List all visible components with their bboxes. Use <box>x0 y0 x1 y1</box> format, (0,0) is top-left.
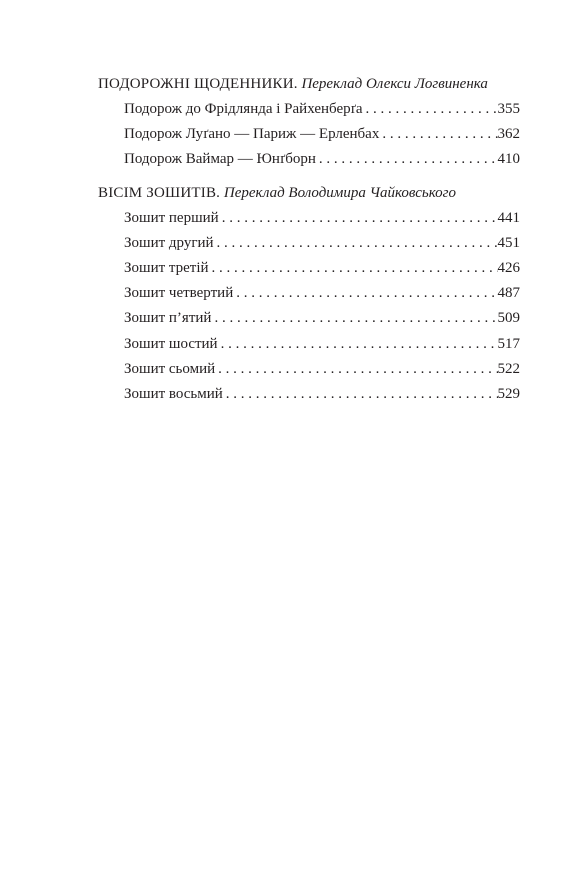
entry-page-number: 522 <box>497 360 520 377</box>
entry-page-number: 426 <box>497 260 520 277</box>
dot-leader <box>214 231 498 256</box>
toc-section-eight-notebooks <box>98 181 520 408</box>
dot-leader <box>209 256 498 281</box>
table-of-contents <box>98 72 520 415</box>
entry-page-number: 362 <box>497 126 520 143</box>
toc-entry[interactable] <box>124 97 520 122</box>
dot-leader <box>316 147 498 172</box>
entry-title: Подорож Луґано — Париж — Ерленбах <box>124 126 380 143</box>
dot-leader <box>233 281 497 306</box>
dot-leader <box>218 332 498 357</box>
toc-entry[interactable] <box>124 256 520 281</box>
entry-page-number: 517 <box>497 335 520 352</box>
toc-entry[interactable] <box>124 281 520 306</box>
entry-page-number: 509 <box>497 310 520 327</box>
dot-leader <box>219 206 498 231</box>
toc-entry[interactable] <box>124 382 520 407</box>
entry-page-number: 410 <box>497 151 520 168</box>
section-title: ПОДОРОЖНІ ЩОДЕННИКИ. <box>98 76 298 92</box>
entry-title: Зошит сьомий <box>124 360 216 377</box>
entry-title: Зошит восьмий <box>124 386 223 403</box>
section-header <box>98 72 520 97</box>
entry-title: Зошит шостий <box>124 335 218 352</box>
section-title: ВІСІМ ЗОШИТІВ. <box>98 184 221 201</box>
toc-entry[interactable] <box>124 122 520 147</box>
entry-title: Зошит четвертий <box>124 285 234 302</box>
section-header <box>98 181 520 206</box>
toc-entry[interactable] <box>124 206 520 231</box>
section-entries <box>98 206 520 408</box>
toc-section-travel-diaries <box>98 72 520 173</box>
section-translator: Переклад Володимира Чайковського <box>223 184 457 201</box>
entry-title: Подорож Ваймар — Юнґборн <box>124 151 316 168</box>
entry-page-number: 487 <box>497 285 520 302</box>
dot-leader <box>223 382 498 407</box>
dot-leader <box>379 122 497 147</box>
toc-entry[interactable] <box>124 147 520 172</box>
toc-entry[interactable] <box>124 306 520 331</box>
dot-leader <box>363 97 498 122</box>
entry-title: Зошит п’ятий <box>124 310 212 327</box>
section-translator: Переклад Олекси Логвиненка <box>301 76 488 92</box>
entry-title: Зошит другий <box>124 234 214 251</box>
entry-page-number: 451 <box>497 234 520 251</box>
entry-title: Подорож до Фрідлянда і Райхенберґа <box>124 101 363 117</box>
dot-leader <box>215 357 497 382</box>
entry-page-number: 529 <box>497 386 520 403</box>
dot-leader <box>211 306 497 331</box>
toc-entry[interactable] <box>124 357 520 382</box>
toc-entry[interactable] <box>124 332 520 357</box>
entry-page-number: 441 <box>497 209 520 226</box>
toc-entry[interactable] <box>124 231 520 256</box>
entry-title: Зошит перший <box>124 209 219 226</box>
entry-page-number: 355 <box>497 101 520 117</box>
entry-title: Зошит третій <box>124 260 209 277</box>
section-entries <box>98 97 520 173</box>
